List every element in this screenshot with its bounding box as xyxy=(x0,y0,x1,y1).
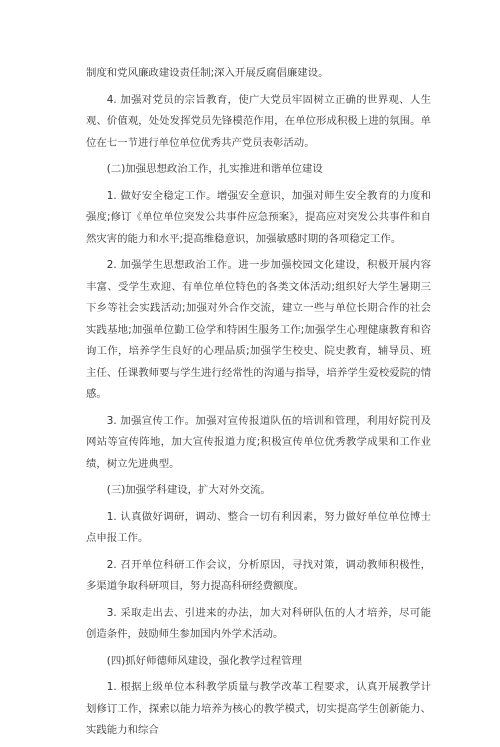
paragraph-student-ideology: 2. 加强学生思想政治工作。进一步加强校园文化建设，积极开展内容丰富、受学生欢迎、有单位单位特色的各类文体活动;组织好大学生暑期三下乡等社会实践活动;加强对外合作交流，建立一些与单位长期合作的社会实践基地;加强单位勤工俭学和特困生服务工作;加强学生心理健康教育和咨询工作，培养学生良好的心理品质;加强学生校史、院史教育，辅导员、班主任、任课教师要与学生进行经常性的沟通与指导，培养学生爱校爱院的情感。 xyxy=(86,259,431,400)
document-body xyxy=(86,63,431,747)
paragraph-talent-exchange: 3. 采取走出去、引进来的办法，加大对科研队伍的人才培养，尽可能创造条件，鼓励师生参加国内外学术活动。 xyxy=(86,606,431,640)
paragraph-publicity: 3. 加强宣传工作。加强对宣传报道队伍的培训和管理，利用好院刊及网站等宣传阵地，加大宣传报道力度;积极宣传单位优秀教学成果和工作业绩，树立先进典型。 xyxy=(86,414,431,470)
paragraph-safety-stability: 1. 做好安全稳定工作。增强安全意识，加强对师生安全教育的力度和强度;修订《单位单位突发公共事件应急预案》，提高应对突发公共事件和自然灾害的能力和水平;提高维稳意识，加强敏感时期的各项稳定工作。 xyxy=(86,189,431,245)
paragraph-party-education: 4. 加强对党员的宗旨教育，使广大党员牢固树立正确的世界观、人生观、价值观，处处发挥党员先锋模范作用，在单位形成积极上进的氛围。单位在七一节进行单位单位优秀共产党员表彰活动。 xyxy=(86,93,431,149)
paragraph-teaching-plan: 1. 根据上级单位本科教学质量与教学改革工程要求，认真开展教学计划修订工作，探索以能力培养为核心的教学模式，切实提高学生创新能力、实践能力和综合 xyxy=(86,681,431,736)
paragraph-continuation: 制度和党风廉政建设责任制;深入开展反腐倡廉建设。 xyxy=(86,67,329,79)
section-heading-4: (四)抓好师德师风建设，强化教学过程管理 xyxy=(106,654,302,667)
paragraph-research-meeting: 2. 召开单位科研工作会议，分析原因，寻找对策，调动教师积极性，多渠道争取科研项目，努力提高科研经费额度。 xyxy=(86,558,431,592)
paragraph-research-survey: 1. 认真做好调研，调动、整合一切有利因素，努力做好单位单位博士点申报工作。 xyxy=(86,510,431,544)
section-heading-2: (二)加强思想政治工作，扎实推进和谐单位建设 xyxy=(106,163,323,175)
section-heading-3: (三)加强学科建设，扩大对外交流。 xyxy=(106,484,271,496)
